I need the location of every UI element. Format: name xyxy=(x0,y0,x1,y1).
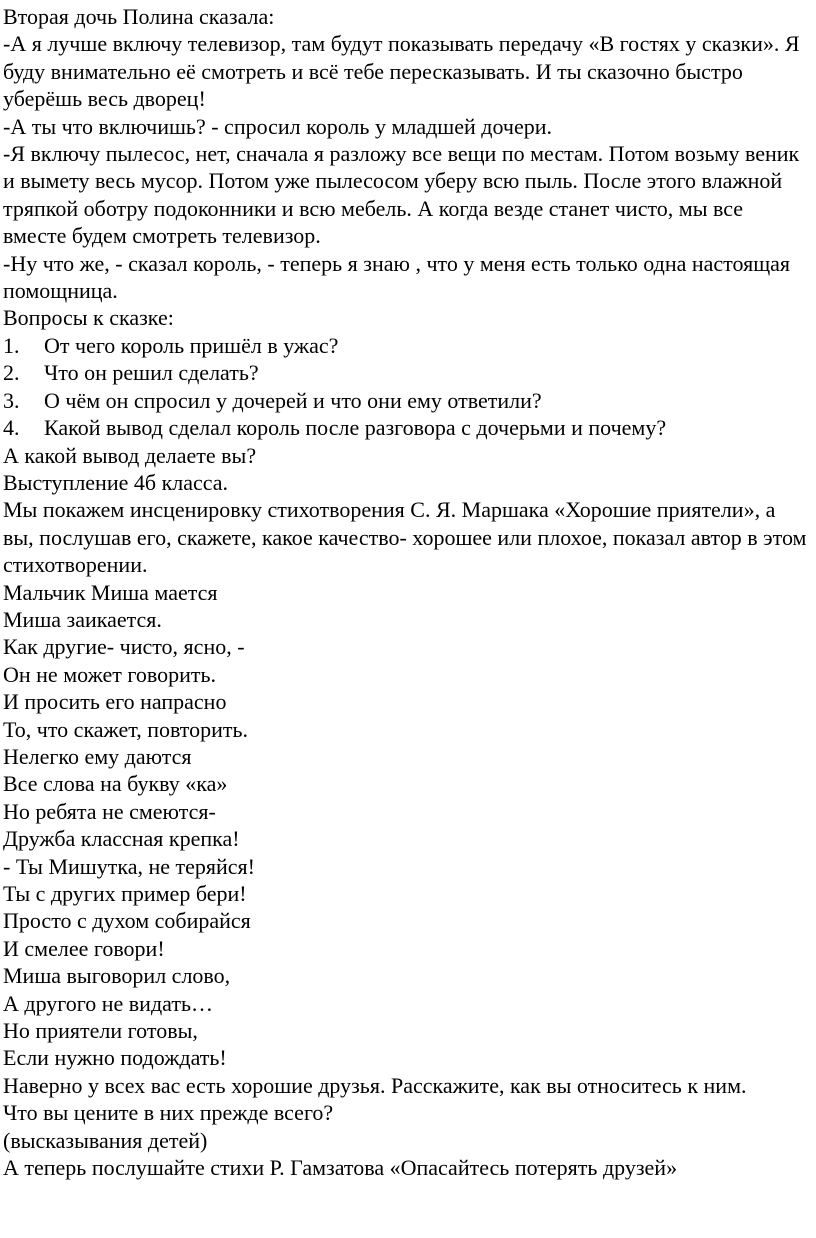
poem-line: Все слова на букву «ка» xyxy=(3,771,228,797)
list-item-number: 4. xyxy=(3,415,20,441)
poem-line: Нелегко ему даются xyxy=(3,743,192,769)
poem-line: - Ты Мишутка, не теряйся! xyxy=(3,853,255,879)
list-item-number: 2. xyxy=(3,360,20,386)
list-item-text: Что он решил сделать? xyxy=(44,360,259,386)
poem-line: То, что скажет, повторить. xyxy=(3,716,249,742)
paragraph-class-performance: Выступление 4б класса. xyxy=(3,469,229,495)
paragraph-your-conclusion: А какой вывод делаете вы? xyxy=(3,442,257,468)
list-item xyxy=(3,387,810,414)
questions-list xyxy=(3,332,810,442)
paragraph-intro: Вторая дочь Полина сказала: xyxy=(3,4,275,29)
poem-line: Миша заикается. xyxy=(3,606,162,632)
poem-line: Но приятели готовы, xyxy=(3,1018,198,1044)
poem-line: Миша выговорил слово, xyxy=(3,963,231,989)
list-item-text: Какой вывод сделал король после разговора с дочерьми и почему? xyxy=(44,415,667,441)
poem-line: Он не может говорить. xyxy=(3,661,216,687)
list-item-text: О чём он спросил у дочерей и что они ему ответили? xyxy=(44,387,542,413)
list-item-number: 3. xyxy=(3,387,20,413)
list-item xyxy=(3,359,810,386)
poem-line: Мальчик Миша мается xyxy=(3,579,218,605)
poem xyxy=(3,579,810,1072)
list-item xyxy=(3,414,810,441)
poem-line: Просто с духом собирайся xyxy=(3,908,251,934)
poem-line: И смелее говори! xyxy=(3,935,165,961)
poem-line: Дружба классная крепка! xyxy=(3,826,240,852)
poem-line: Как другие- чисто, ясно, - xyxy=(3,634,245,660)
paragraph-youngest-reply: -Я включу пылесос, нет, сначала я разложу все вещи по местам. Потом возьму веник и вымету весь мусор. Потом уже пылесосом уберу всю пыль. После этого влажной тряпкой оботру подоконники и всю мебель. А когда везде станет чисто, мы все вместе будем смотреть телевизор. xyxy=(3,141,800,249)
paragraph-gamzatov-intro: А теперь послушайте стихи Р. Гамзатова «Опасайтесь потерять друзей» xyxy=(3,1155,678,1181)
paragraph-polina-reply: -А я лучше включу телевизор, там будут показывать передачу «В гостях у сказки». Я буду внимательно её смотреть и всё тебе пересказывать. И ты сказочно быстро уберёшь весь дворец! xyxy=(3,31,800,112)
poem-line: Но ребята не смеются- xyxy=(3,798,216,824)
list-item-number: 1. xyxy=(3,332,20,358)
poem-line: Ты с других пример бери! xyxy=(3,881,247,906)
paragraph-play-intro: Мы покажем инсценировку стихотворения С. Я. Маршака «Хорошие приятели», а вы, послушав его, скажете, какое качество- хорошее или плохое, показал автор в этом стихотворении. xyxy=(3,497,807,578)
list-item xyxy=(3,332,810,359)
paragraph-friends-question: Наверно у всех вас есть хорошие друзья. Расскажите, как вы относитесь к ним. xyxy=(3,1072,747,1098)
paragraph-children-remarks: (высказывания детей) xyxy=(3,1127,208,1153)
poem-line: Если нужно подождать! xyxy=(3,1045,227,1071)
poem-line: И просить его напрасно xyxy=(3,689,227,715)
questions-heading: Вопросы к сказке: xyxy=(3,305,174,331)
paragraph-king-question: -А ты что включишь? - спросил король у младшей дочери. xyxy=(3,113,553,139)
list-item-text: От чего король пришёл в ужас? xyxy=(44,332,339,358)
poem-line: А другого не видать… xyxy=(3,990,213,1016)
paragraph-king-conclusion: -Ну что же, - сказал король, - теперь я знаю , что у меня есть только одна настоящая помощница. xyxy=(3,250,791,304)
paragraph-value-question: Что вы цените в них прежде всего? xyxy=(3,1100,334,1126)
